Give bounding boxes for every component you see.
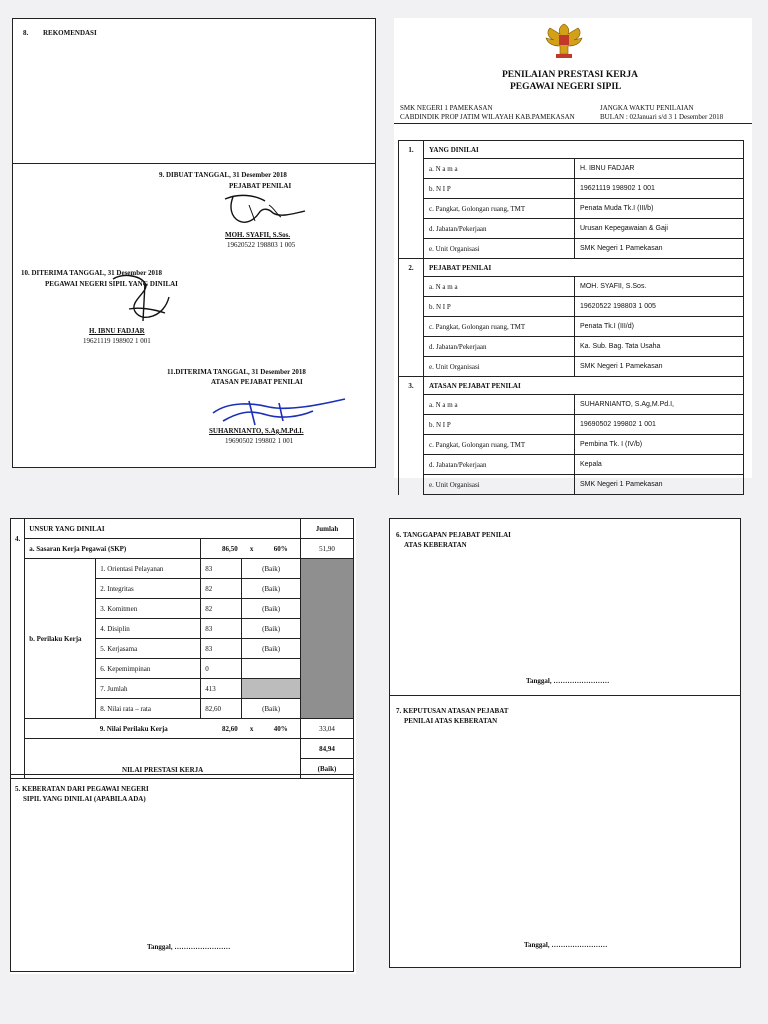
identity-field-value: SUHARNIANTO, S.Ag,M.Pd.I, (575, 395, 744, 415)
behavior-total-percent: 40% (262, 719, 301, 739)
identity-table (398, 140, 744, 495)
identity-section-header (399, 377, 744, 395)
identity-field-value: Ka. Sub. Bag. Tata Usaha (575, 337, 744, 357)
header-rule (394, 123, 752, 124)
identity-row (399, 415, 744, 435)
row-spacer (399, 357, 424, 377)
score-header: UNSUR YANG DINILAI (25, 519, 301, 539)
behavior-item-score: 82,60 (201, 699, 242, 719)
behavior-item-score: 0 (201, 659, 242, 679)
identity-field-label: b. N I P (424, 415, 575, 435)
identity-field-value: Penata Tk.I (III/d) (575, 317, 744, 337)
skp-multiplier: x (242, 539, 262, 559)
section-6-title: 6. TANGGAPAN PEJABAT PENILAI (396, 531, 511, 539)
section-7-date: Tanggal, …………………… (524, 941, 608, 949)
identity-panel (394, 18, 752, 489)
row-spacer (399, 199, 424, 219)
form-title: PENILAIAN PRESTASI KERJA (502, 70, 639, 80)
section-number: 1. (399, 141, 424, 159)
identity-row (399, 455, 744, 475)
prestasi-grade: (Baik) (301, 759, 354, 779)
identity-field-value: MOH. SYAFII, S.Sos. (575, 277, 744, 297)
identity-field-label: e. Unit Organisasi (424, 475, 575, 495)
identity-field-label: a. N a m a (424, 159, 575, 179)
identity-field-label: e. Unit Organisasi (424, 239, 575, 259)
row-spacer (399, 455, 424, 475)
section-11-nip: 19690502 199802 1 001 (225, 437, 294, 445)
divider (390, 695, 740, 696)
identity-field-label: b. N I P (424, 297, 575, 317)
identity-row (399, 357, 744, 377)
section-4-number: 4. (11, 519, 25, 779)
school-name: SMK NEGERI 1 PAMEKASAN (400, 104, 493, 112)
behavior-item-label: 7. Jumlah (96, 679, 201, 699)
form-subtitle: PEGAWAI NEGERI SIPIL (510, 82, 622, 92)
section-11-date: 11.DITERIMA TANGGAL, 31 Desember 2018 (167, 368, 306, 376)
row-spacer (399, 179, 424, 199)
behavior-item-label: 2. Integritas (96, 579, 201, 599)
behavior-item-grade: (Baik) (242, 559, 301, 579)
skp-label: a. Sasaran Kerja Pegawai (SKP) (25, 539, 201, 559)
period-label: JANGKA WAKTU PENILAIAN (600, 104, 694, 112)
row-spacer (399, 219, 424, 239)
identity-row (399, 435, 744, 455)
row-spacer (399, 435, 424, 455)
identity-field-label: c. Pangkat, Golongan ruang, TMT (424, 199, 575, 219)
identity-section-header (399, 141, 744, 159)
behavior-item-grade (242, 659, 301, 679)
behavior-item-label: 4. Disiplin (96, 619, 201, 639)
section-10-nip: 19621119 198902 1 001 (83, 337, 151, 345)
identity-field-value: SMK Negeri 1 Pamekasan (575, 357, 744, 377)
row-spacer (399, 337, 424, 357)
scores-panel (10, 518, 356, 974)
row-spacer (399, 395, 424, 415)
identity-field-label: c. Pangkat, Golongan ruang, TMT (424, 435, 575, 455)
objection-box (10, 774, 354, 972)
behavior-item-label: 1. Orientasi Pelayanan (96, 559, 201, 579)
section-6-subtitle: ATAS KEBERATAN (404, 541, 467, 549)
behavior-item-score: 413 (201, 679, 242, 699)
identity-field-value: 19690502 199802 1 001 (575, 415, 744, 435)
identity-row (399, 337, 744, 357)
period-value: BULAN : 02Januari s/d 3 1 Desember 2018 (600, 113, 724, 121)
row-spacer (399, 297, 424, 317)
section-7-subtitle: PENILAI ATAS KEBERATAN (404, 717, 498, 725)
section-9-nip: 19620522 198803 1 005 (227, 241, 296, 249)
section-number: 3. (399, 377, 424, 395)
row-spacer (399, 239, 424, 259)
behavior-total-value: 33,04 (301, 719, 354, 739)
row-spacer (399, 159, 424, 179)
section-number: 2. (399, 259, 424, 277)
behavior-item-score: 82 (201, 579, 242, 599)
identity-field-label: d. Jabatan/Pekerjaan (424, 455, 575, 475)
identity-field-label: c. Pangkat, Golongan ruang, TMT (424, 317, 575, 337)
score-jumlah-header: Jumlah (301, 519, 354, 539)
behavior-item-label: 5. Kerjasama (96, 639, 201, 659)
identity-field-label: d. Jabatan/Pekerjaan (424, 219, 575, 239)
response-panel (389, 518, 741, 968)
identity-field-value: Penata Muda Tk.I (III/b) (575, 199, 744, 219)
section-title: ATASAN PEJABAT PENILAI (424, 377, 744, 395)
identity-field-value: SMK Negeri 1 Pamekasan (575, 239, 744, 259)
section-6-date: Tanggal, …………………… (526, 677, 610, 685)
behavior-item-grade: (Baik) (242, 699, 301, 719)
identity-row (399, 395, 744, 415)
identity-field-label: a. N a m a (424, 395, 575, 415)
behavior-shaded-cell (301, 559, 354, 719)
objection-subtitle: SIPIL YANG DINILAI (APABILA ADA) (23, 795, 146, 803)
section-10-name: H. IBNU FADJAR (89, 327, 145, 335)
behavior-total-multiplier: x (242, 719, 262, 739)
section-9-date: 9. DIBUAT TANGGAL, 31 Desember 2018 (159, 171, 287, 179)
behavior-item-grade: (Baik) (242, 579, 301, 599)
objection-title: 5. KEBERATAN DARI PEGAWAI NEGERI (15, 785, 149, 793)
behavior-item-grade: (Baik) (242, 599, 301, 619)
identity-field-value: 19621119 198902 1 001 (575, 179, 744, 199)
row-spacer (399, 277, 424, 297)
section-10-date: 10. DITERIMA TANGGAL, 31 Desember 2018 (21, 269, 162, 277)
identity-field-label: a. N a m a (424, 277, 575, 297)
section-11-name: SUHARNIANTO, S.Ag.M.Pd.I. (209, 427, 304, 435)
score-table (10, 518, 354, 779)
behavior-item-label: 3. Komitmen (96, 599, 201, 619)
behavior-item-grade: (Baik) (242, 619, 301, 639)
behavior-item-score: 82 (201, 599, 242, 619)
identity-field-value: Urusan Kepegawaian & Gaji (575, 219, 744, 239)
identity-field-value: SMK Negeri 1 Pamekasan (575, 475, 744, 495)
section-10-role: PEGAWAI NEGERI SIPIL YANG DINILAI (45, 280, 178, 288)
behavior-label: b. Perilaku Kerja (25, 559, 96, 719)
section-11-role: ATASAN PEJABAT PENILAI (211, 378, 303, 386)
behavior-item-label: 6. Kepemimpinan (96, 659, 201, 679)
identity-row (399, 159, 744, 179)
divider (13, 163, 375, 164)
row-spacer (399, 415, 424, 435)
behavior-item-grade: (Baik) (242, 639, 301, 659)
row-spacer (399, 317, 424, 337)
identity-row (399, 239, 744, 259)
identity-field-value: 19620522 198803 1 005 (575, 297, 744, 317)
identity-row (399, 219, 744, 239)
identity-field-label: d. Jabatan/Pekerjaan (424, 337, 575, 357)
grand-total: 84,94 (301, 739, 354, 759)
identity-section-header (399, 259, 744, 277)
skp-total: 51,90 (301, 539, 354, 559)
behavior-item-score: 83 (201, 559, 242, 579)
skp-percent: 60% (262, 539, 301, 559)
identity-row (399, 317, 744, 337)
behavior-item-grade (242, 679, 301, 699)
section-8-number: 8. (23, 29, 29, 37)
behavior-item-label: 8. Nilai rata – rata (96, 699, 201, 719)
row-spacer (399, 475, 424, 495)
identity-row (399, 277, 744, 297)
identity-field-value: Kepala (575, 455, 744, 475)
behavior-total-score: 82,60 (201, 719, 242, 739)
branch-name: CABDINDIK PROP JATIM WILAYAH KAB.PAMEKASAN (400, 113, 575, 121)
identity-field-value: H. IBNU FADJAR (575, 159, 744, 179)
identity-row (399, 475, 744, 495)
behavior-total-label: 9. Nilai Perilaku Kerja (96, 719, 201, 739)
section-title: YANG DINILAI (424, 141, 744, 159)
objection-date: Tanggal, …………………… (147, 943, 231, 951)
section-9-name: MOH. SYAFII, S.Sos. (225, 231, 291, 239)
identity-row (399, 179, 744, 199)
section-9-role: PEJABAT PENILAI (229, 182, 292, 190)
identity-field-label: e. Unit Organisasi (424, 357, 575, 377)
prestasi-label: NILAI PRESTASI KERJA (25, 739, 301, 779)
identity-row (399, 199, 744, 219)
behavior-item-score: 83 (201, 619, 242, 639)
behavior-item-score: 83 (201, 639, 242, 659)
identity-field-label: b. N I P (424, 179, 575, 199)
section-8-title: REKOMENDASI (43, 29, 97, 37)
section-7-title: 7. KEPUTUSAN ATASAN PEJABAT (396, 707, 509, 715)
identity-row (399, 297, 744, 317)
skp-score: 86,50 (201, 539, 242, 559)
identity-field-value: Pembina Tk. I (IV/b) (575, 435, 744, 455)
recommendation-panel (12, 18, 376, 468)
section-title: PEJABAT PENILAI (424, 259, 744, 277)
